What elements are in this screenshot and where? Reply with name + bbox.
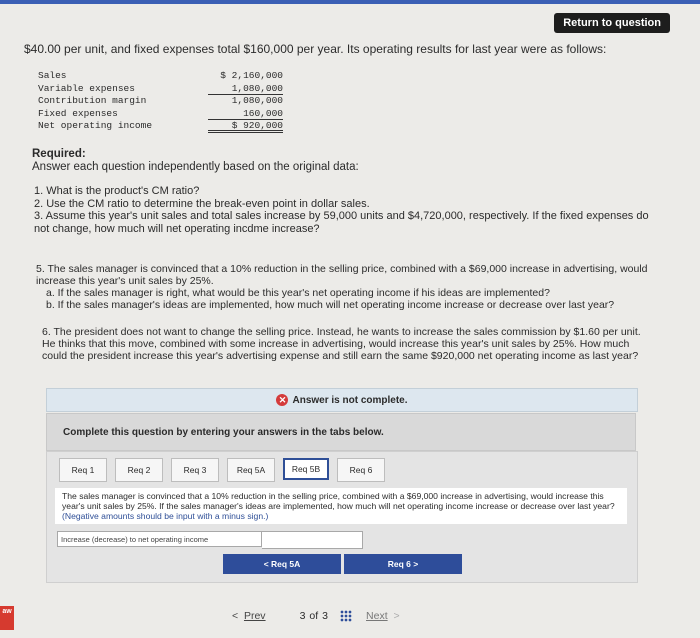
chevron-right-icon: > xyxy=(387,610,400,622)
question-5a: a. If the sales manager is right, what would be this year's net operating income if his ideas are implemented? xyxy=(46,287,550,299)
row-value: $ 2,160,000 xyxy=(220,70,283,81)
row-label: Net operating income xyxy=(38,120,153,131)
question-5b: b. If the sales manager's ideas are implemented, how much will net operating income increase or decrease over last year? xyxy=(46,299,615,311)
page-total: 3 xyxy=(322,610,329,622)
next-req-button[interactable] xyxy=(344,554,462,574)
row-value: 160,000 xyxy=(208,108,283,121)
row-label: Sales xyxy=(38,70,67,81)
table-row xyxy=(38,95,283,108)
instructions-text: Complete this question by entering your answers in the tabs below. xyxy=(63,426,384,438)
answer-panel xyxy=(46,451,638,583)
tab-req-5b[interactable]: Req 5B xyxy=(283,458,329,480)
question-3: 3. Assume this year's unit sales and total sales increase by 59,000 units and $4,720,000, respectively. If the fixed expenses do not change, how much will net operating incdme increase? xyxy=(34,210,649,235)
page-current: 3 xyxy=(299,610,306,622)
requirement-tabs xyxy=(59,458,385,482)
grid-icon[interactable] xyxy=(340,610,352,622)
answer-label: Increase (decrease) to net operating income xyxy=(57,531,262,547)
tab-req-6[interactable]: Req 6 xyxy=(337,458,385,482)
question-list xyxy=(34,185,659,235)
question-1: 1. What is the product's CM ratio? xyxy=(34,185,200,197)
row-label: Variable expenses xyxy=(38,82,135,94)
tab-req-3[interactable]: Req 3 xyxy=(171,458,219,482)
instructions-bar xyxy=(46,413,636,451)
table-row xyxy=(38,108,283,121)
question-2: 2. Use the CM ratio to determine the break-even point in dollar sales. xyxy=(34,197,370,210)
question-5 xyxy=(36,263,662,311)
row-label: Contribution margin xyxy=(38,95,147,106)
prev-page-link[interactable]: Prev xyxy=(243,610,266,622)
required-subtitle: Answer each question independently based on the original data: xyxy=(32,161,359,173)
chevron-left-icon: < xyxy=(263,559,272,569)
table-row xyxy=(38,120,283,133)
table-row xyxy=(38,70,283,83)
required-section xyxy=(32,148,359,174)
error-x-icon: ✕ xyxy=(276,394,288,406)
row-value: 1,080,000 xyxy=(231,95,283,106)
question-5-text: 5. The sales manager is convinced that a 10% reduction in the selling price, combined with a $69,000 increase in advertising, would increase this year's unit sales by 25%. xyxy=(36,263,648,287)
scenario-body: The sales manager is convinced that a 10% reduction in the selling price, combined with a $69,000 increase in advertising, would increase this year's unit sales by 25%. If the sales manager's ideas are implemented, how much will net operating income increase or decrease over last year? xyxy=(62,491,615,511)
row-value: $ 920,000 xyxy=(208,120,283,133)
chevron-left-icon: < xyxy=(232,610,244,622)
table-row xyxy=(38,83,283,96)
answer-row xyxy=(57,531,363,549)
tab-req-2[interactable]: Req 2 xyxy=(115,458,163,482)
prev-req-label: Req 5A xyxy=(271,559,301,569)
prev-req-button[interactable] xyxy=(223,554,341,574)
answer-input[interactable] xyxy=(262,531,363,549)
pagination xyxy=(232,610,400,622)
intro-text: $40.00 per unit, and fixed expenses total $160,000 per year. Its operating results for last year were as follows: xyxy=(24,42,607,56)
page-of: of xyxy=(309,610,319,622)
return-to-question-button[interactable]: Return to question xyxy=(554,13,670,33)
brand-logo: aw xyxy=(0,606,14,630)
status-text: Answer is not complete. xyxy=(292,394,408,406)
tab-req-1[interactable]: Req 1 xyxy=(59,458,107,482)
next-page-link[interactable]: Next xyxy=(366,610,388,622)
tab-req-5a[interactable]: Req 5A xyxy=(227,458,275,482)
financial-statement xyxy=(38,70,283,133)
scenario-note: (Negative amounts should be input with a minus sign.) xyxy=(62,511,269,521)
top-accent-strip xyxy=(0,0,700,4)
chevron-right-icon: > xyxy=(410,559,419,569)
question-6: 6. The president does not want to change the selling price. Instead, he wants to increase the sales commission by $1.60 per unit. He thinks that this move, combined with some increase in advertising, would increase this year's unit sales by 25%. How much could the president increase this year's advertising expense and still earn the same $920,000 net operating income as last year? xyxy=(42,326,641,362)
row-label: Fixed expenses xyxy=(38,107,118,119)
next-req-label: Req 6 xyxy=(387,559,411,569)
scenario-text xyxy=(55,488,627,524)
status-banner xyxy=(46,388,638,412)
row-value: 1,080,000 xyxy=(208,83,283,96)
required-title: Required: xyxy=(32,148,86,160)
